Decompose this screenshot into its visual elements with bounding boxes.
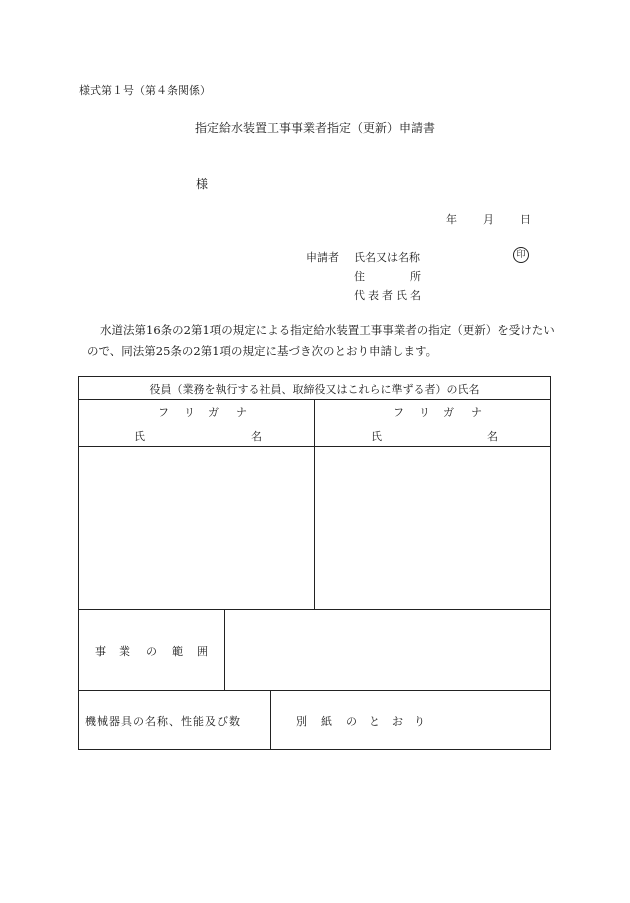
representative-name-label: 代表者氏名: [354, 289, 424, 302]
seal-mark: 印: [513, 247, 529, 263]
furigana-left-2: リ: [184, 406, 195, 419]
separate-sheet-char-3: の: [346, 715, 357, 728]
furigana-right-3: ガ: [443, 406, 454, 419]
year-label: 年: [446, 213, 457, 226]
name-left-given: 名: [251, 430, 262, 443]
date-line: [446, 211, 531, 227]
furigana-left-4: ナ: [236, 406, 247, 419]
day-label: 日: [520, 213, 531, 226]
business-scope-field[interactable]: [225, 610, 550, 690]
separate-sheet-char-2: 紙: [321, 715, 332, 728]
separate-sheet-char-6: り: [414, 715, 425, 728]
equipment-label: 機械器具の名称、性能及び数: [85, 715, 241, 728]
furigana-right-1: フ: [393, 406, 404, 419]
name-or-company-label: 氏名又は名称: [354, 251, 420, 264]
separate-sheet-char-4: と: [369, 715, 380, 728]
officer-names-right-area[interactable]: [315, 447, 550, 609]
address-label: 住 所: [354, 270, 421, 283]
furigana-right-2: リ: [419, 406, 430, 419]
furigana-right-4: ナ: [471, 406, 482, 419]
business-scope-char-2: 業: [119, 645, 130, 658]
separate-sheet-char-1: 別: [296, 715, 307, 728]
name-left-surname: 氏: [134, 430, 145, 443]
business-scope-char-4: 範: [172, 645, 183, 658]
separate-sheet-char-5: お: [392, 715, 403, 728]
applicant-role-label: 申請者: [306, 251, 339, 264]
addressee-suffix: 様: [196, 177, 209, 191]
furigana-left-1: フ: [158, 406, 169, 419]
name-right-given: 名: [487, 430, 498, 443]
statement-line-2: ので、同法第25条の2第1項の規定に基づき次のとおり申請します。: [87, 344, 438, 358]
name-right-surname: 氏: [371, 430, 382, 443]
form-number: 様式第１号（第４条関係）: [79, 84, 211, 97]
application-statement: [87, 320, 557, 362]
business-scope-char-5: 囲: [197, 645, 208, 658]
statement-line-1: 水道法第16条の2第1項の規定による指定給水装置工事事業者の指定（更新）を受けたい: [100, 323, 555, 337]
officer-names-left-area[interactable]: [79, 447, 314, 609]
business-scope-char-1: 事: [95, 645, 106, 658]
business-scope-char-3: の: [146, 645, 157, 658]
furigana-left-3: ガ: [208, 406, 219, 419]
document-title: 指定給水装置工事事業者指定（更新）申請書: [194, 121, 435, 135]
month-label: 月: [483, 213, 494, 226]
officers-header: 役員（業務を執行する社員、取締役又はこれらに準ずる者）の氏名: [149, 383, 480, 396]
